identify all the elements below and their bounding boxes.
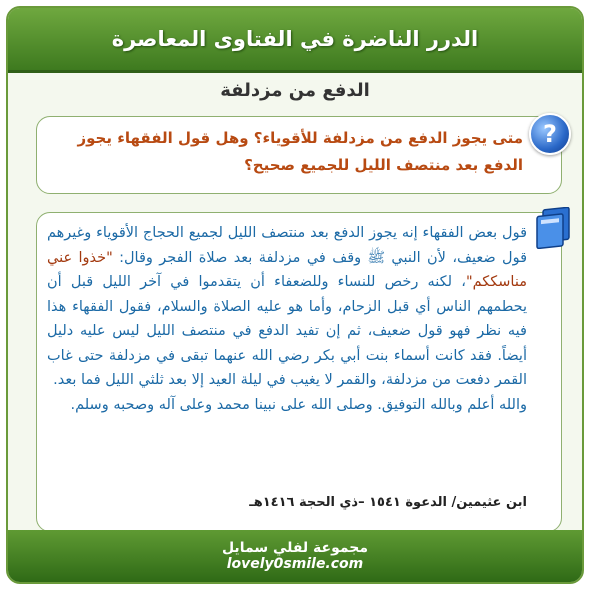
fatwa-card bbox=[6, 6, 584, 584]
footer-site-link[interactable]: lovely0smile.com bbox=[226, 556, 364, 572]
title-bar bbox=[8, 8, 582, 73]
book-icon bbox=[533, 207, 573, 249]
fatwa-source: ابن عثيمين/ الدعوة ١٥٤١ –ذي الحجة ١٤١٦هـ bbox=[249, 495, 527, 510]
question-text: متى يجوز الدفع من مزدلفة للأقوياء؟ وهل قول الفقهاء يجوز الدفع بعد منتصف الليل للجميع صحيح؟ bbox=[77, 129, 523, 174]
hadith-quote: "خذوا عني مناسككم" bbox=[47, 249, 527, 290]
footer-group-name: مجموعة لفلي سمايل bbox=[221, 540, 369, 556]
fatwa-subtitle: الدفع من مزدلفة bbox=[220, 80, 370, 101]
question-icon: ? bbox=[529, 113, 571, 155]
answer-paragraph bbox=[47, 221, 527, 393]
closing-paragraph: والله أعلم وبالله التوفيق. وصلى الله على نبينا محمد وعلى آله وصحبه وسلم. bbox=[70, 396, 527, 413]
answer-text bbox=[47, 221, 527, 417]
answer-part-1: قول بعض الفقهاء إنه يجوز الدفع بعد منتصف الليل لجميع الحجاج الأقوياء وغيرهم قول ضعيف، لأن النبي ﷺ وقف في مزدلفة بعد صلاة الفجر وقال: bbox=[47, 225, 528, 266]
answer-part-2: ، لكنه رخص للنساء وللضعفاء أن يتقدموا في آخر الليل قبل أن يحطمهم الناس أي قبل الزحام، وأما هو عليه الصلاة والسلام، فقول الفقهاء هذا فيه نظر فهو قول ضعيف، ثم إن تفيد الدفع في منتصف الليل ليس عليه دليل أيضاً. فقد كانت أسماء بنت أبي بكر رضي الله عنهما تبقى في مزدلفة حتى غاب القمر دفعت من مزدلفة، والقمر لا يغيب في ليلة العيد إلا بعد ثلثي الليل فما بعد. bbox=[47, 274, 527, 388]
answer-box bbox=[36, 212, 562, 532]
page-title: الدرر الناضرة في الفتاوى المعاصرة bbox=[111, 27, 479, 51]
footer-bar bbox=[8, 530, 582, 582]
question-box bbox=[36, 116, 562, 194]
